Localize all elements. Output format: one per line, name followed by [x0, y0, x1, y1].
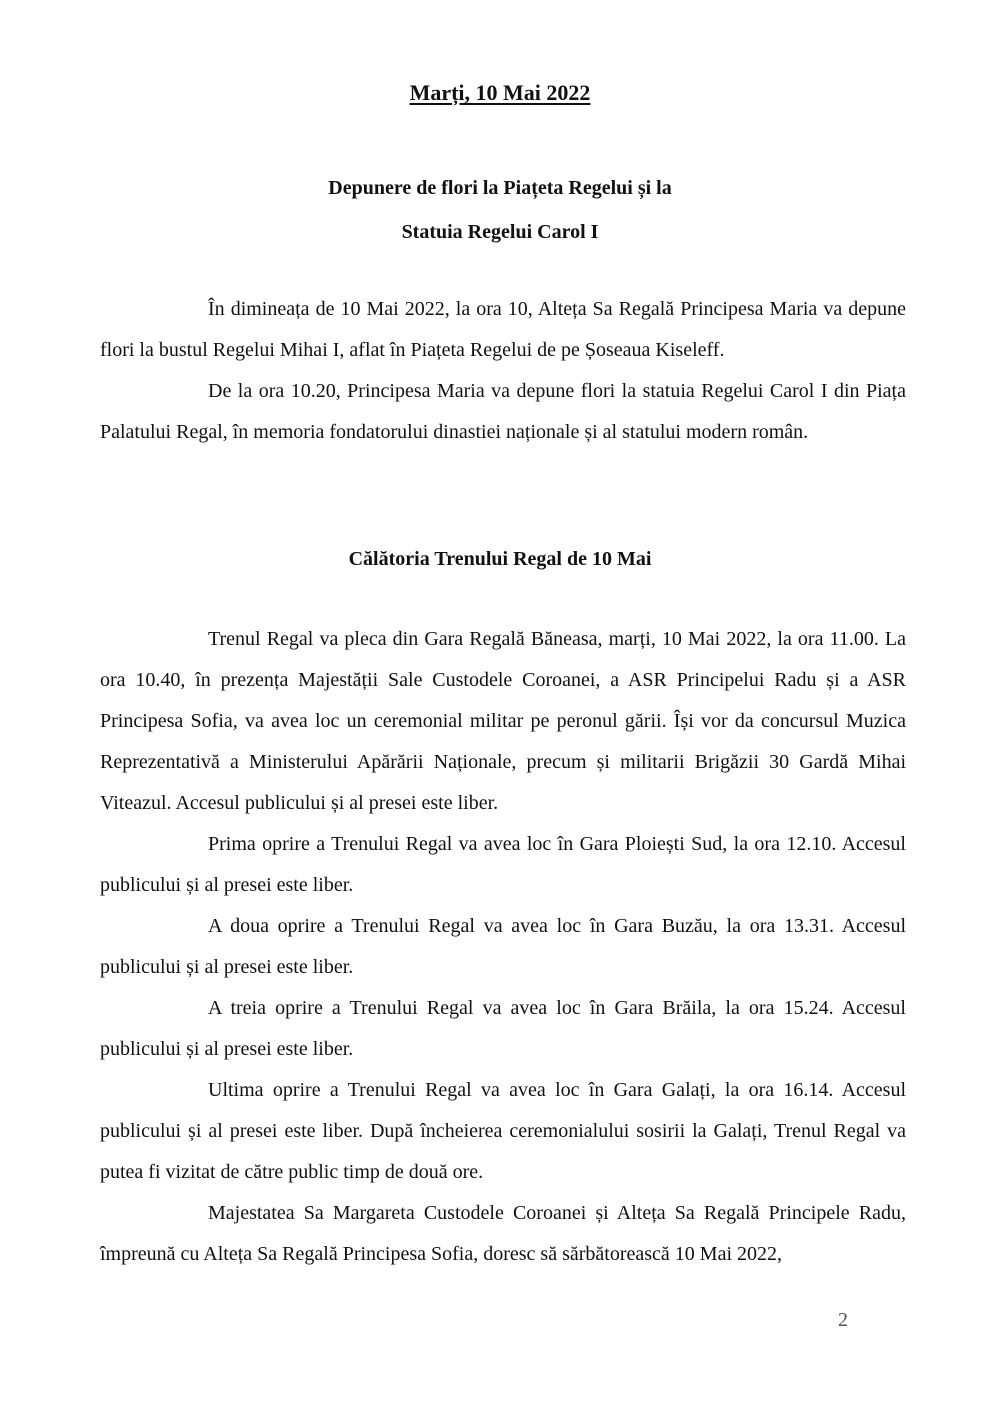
section-1-title-line-1: Depunere de flori la Piațeta Regelui și la	[328, 177, 672, 199]
paragraph: Trenul Regal va pleca din Gara Regală Băneasa, marți, 10 Mai 2022, la ora 11.00. La ora 10.40, în prezența Majestății Sale Custodele Coroanei, a ASR Principelui Radu și a ASR Principesa Sofia, va avea loc un ceremonial militar pe peronul gării. Își vor da concursul Muzica Reprezentativă a Ministerului Apărării Naționale, precum și militarii Brigăzii 30 Gardă Mihai Viteazul. Accesul publicului și al presei este liber.	[100, 628, 906, 814]
page-number: 2	[838, 1309, 848, 1331]
paragraph: Prima oprire a Trenului Regal va avea loc în Gara Ploiești Sud, la ora 12.10. Accesul publicului și al presei este liber.	[100, 833, 906, 896]
paragraph: Ultima oprire a Trenului Regal va avea loc în Gara Galați, la ora 16.14. Accesul publicului și al presei este liber. După încheierea ceremonialului sosirii la Galați, Trenul Regal va putea fi vizitat de către public timp de două ore.	[100, 1079, 906, 1183]
paragraph: De la ora 10.20, Principesa Maria va depune flori la statuia Regelui Carol I din Piața Palatului Regal, în memoria fondatorului dinastiei naționale și al statului modern român.	[100, 380, 906, 443]
section-2-title: Călătoria Trenului Regal de 10 Mai	[348, 548, 652, 570]
paragraph: A doua oprire a Trenului Regal va avea loc în Gara Buzău, la ora 13.31. Accesul publicului și al presei este liber.	[100, 915, 906, 978]
section-1-title-line-2: Statuia Regelui Carol I	[401, 221, 599, 243]
paragraph: A treia oprire a Trenului Regal va avea loc în Gara Brăila, la ora 15.24. Accesul publicului și al presei este liber.	[100, 997, 906, 1060]
paragraph: Majestatea Sa Margareta Custodele Coroanei și Alteța Sa Regală Principele Radu, împreună cu Alteța Sa Regală Principesa Sofia, doresc să sărbătorească 10 Mai 2022,	[100, 1202, 906, 1265]
date-heading: Marți, 10 Mai 2022	[409, 80, 591, 105]
paragraph: În dimineața de 10 Mai 2022, la ora 10, Alteța Sa Regală Principesa Maria va depune flori la bustul Regelui Mihai I, aflat în Piațeta Regelui de pe Șoseaua Kiseleff.	[100, 298, 906, 361]
section-1-title	[0, 166, 1000, 254]
section-2-body	[100, 619, 906, 1275]
section-1-body	[100, 289, 906, 453]
